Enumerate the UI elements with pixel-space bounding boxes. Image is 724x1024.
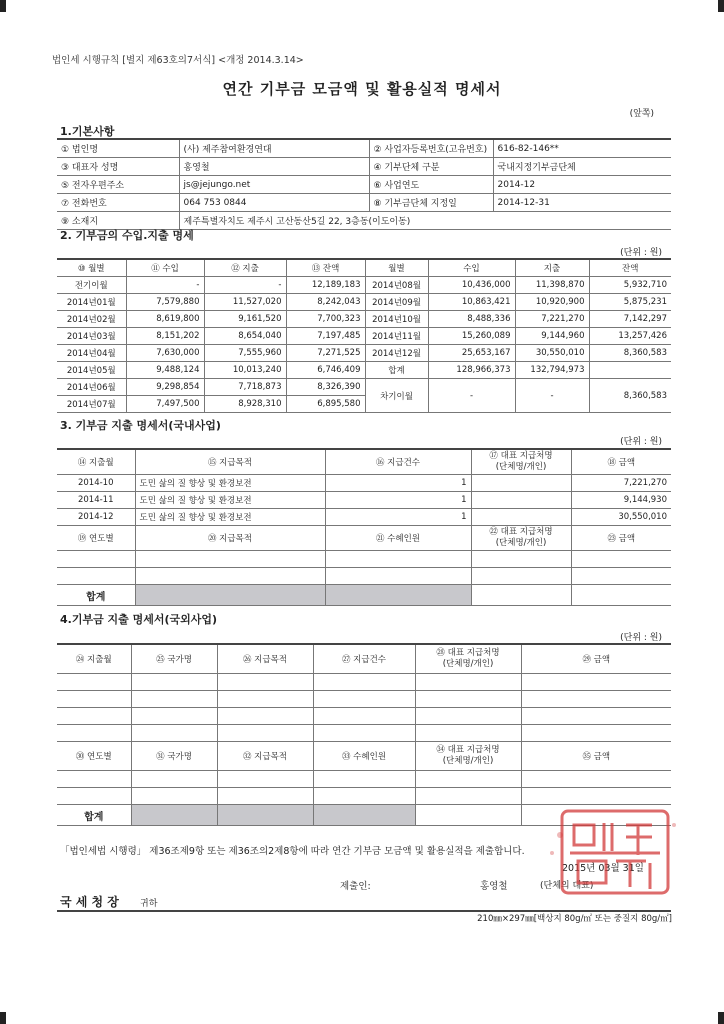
- empty-cell: [57, 771, 131, 788]
- column-header: ⑯ 지급건수: [325, 449, 471, 475]
- cell: 도민 삶의 질 향상 및 환경보전: [135, 492, 325, 509]
- table-row: [57, 362, 671, 379]
- empty-cell: [217, 725, 313, 742]
- field-value: 제주특별자치도 제주시 고산동산5길 22, 3층동(이도이동): [179, 212, 671, 230]
- column-header: ㉕ 국가명: [131, 644, 217, 674]
- table-row: [57, 492, 671, 509]
- column-header: ⑭ 지출월: [57, 449, 135, 475]
- cell: 6,895,580: [286, 396, 365, 413]
- cell: 7,221,270: [571, 475, 671, 492]
- field-label: ① 법인명: [57, 139, 179, 158]
- cell: 전기이월: [57, 277, 126, 294]
- table-row: [57, 328, 671, 345]
- empty-row: [57, 788, 671, 805]
- cell: 9,488,124: [126, 362, 204, 379]
- column-header: ㉙ 금액: [521, 644, 671, 674]
- column-header: ⑫ 지출: [204, 259, 286, 277]
- column-header-line: ㉘ 대표 지급처명: [436, 648, 500, 658]
- cell: 2014년12월: [365, 345, 428, 362]
- field-value: 616-82-146**: [493, 139, 671, 158]
- cell: 7,197,485: [286, 328, 365, 345]
- cell: 10,920,900: [515, 294, 589, 311]
- empty-row: [57, 708, 671, 725]
- basic-info-row: [57, 176, 671, 194]
- cell: 10,013,240: [204, 362, 286, 379]
- empty-cell: [415, 674, 521, 691]
- empty-row: [57, 691, 671, 708]
- field-label: ③ 대표자 성명: [57, 158, 179, 176]
- total-cell: [571, 585, 671, 606]
- cell: [471, 509, 571, 526]
- table-row: [57, 509, 671, 526]
- empty-cell: [313, 674, 415, 691]
- empty-cell: [135, 568, 325, 585]
- foreign-expense-table: [57, 643, 671, 826]
- cell: 5,932,710: [589, 277, 671, 294]
- field-label: ⑥ 사업연도: [369, 176, 493, 194]
- basic-info-table: [57, 138, 671, 230]
- cell: 5,875,231: [589, 294, 671, 311]
- column-header-line: (단체명/개인): [495, 462, 547, 472]
- cell: 2014년02월: [57, 311, 126, 328]
- empty-cell: [313, 708, 415, 725]
- cell: 2014-11: [57, 492, 135, 509]
- column-header-line: (단체명/개인): [442, 756, 494, 766]
- empty-cell: [571, 551, 671, 568]
- column-header: ㉗ 지급건수: [313, 644, 415, 674]
- cell: 2014년06월: [57, 379, 126, 396]
- empty-cell: [415, 725, 521, 742]
- empty-cell: [521, 725, 671, 742]
- column-header: ⑬ 잔액: [286, 259, 365, 277]
- field-value: 홍영철: [179, 158, 369, 176]
- empty-cell: [57, 788, 131, 805]
- cell: 2014-10: [57, 475, 135, 492]
- cell: 8,488,336: [428, 311, 515, 328]
- column-header: ⑲ 연도별: [57, 526, 135, 551]
- cell: -: [204, 277, 286, 294]
- cell: 2014년07월: [57, 396, 126, 413]
- cell: -: [428, 379, 515, 413]
- empty-row: [57, 674, 671, 691]
- table-row: [57, 475, 671, 492]
- column-header: [415, 742, 521, 771]
- cell: 1: [325, 492, 471, 509]
- empty-cell: [57, 674, 131, 691]
- column-header: ㉛ 국가명: [131, 742, 217, 771]
- empty-cell: [313, 788, 415, 805]
- column-header: 월별: [365, 259, 428, 277]
- empty-cell: [131, 771, 217, 788]
- basic-info-row: [57, 139, 671, 158]
- section3-unit: (단위 : 원): [620, 437, 662, 447]
- form-reference: 법인세 시행규칙 [별지 제63호의7서식] <개정 2014.3.14>: [52, 55, 304, 66]
- empty-cell: [57, 568, 135, 585]
- scan-mark: [718, 1012, 724, 1024]
- cell: 7,700,323: [286, 311, 365, 328]
- cell: 2014-12: [57, 509, 135, 526]
- empty-cell: [217, 691, 313, 708]
- table-header-row: [57, 449, 671, 475]
- empty-cell: [135, 551, 325, 568]
- field-value: 2014-12: [493, 176, 671, 194]
- submitter-role: (단체의 대표): [540, 881, 594, 891]
- column-header-line: (단체명/개인): [442, 659, 494, 669]
- empty-cell: [471, 568, 571, 585]
- field-value: 국내지정기부금단체: [493, 158, 671, 176]
- cell: 2014년01월: [57, 294, 126, 311]
- scan-mark: [718, 0, 724, 12]
- empty-cell: [131, 725, 217, 742]
- cell: 7,497,500: [126, 396, 204, 413]
- empty-cell: [131, 691, 217, 708]
- cell: 13,257,426: [589, 328, 671, 345]
- cell: -: [126, 277, 204, 294]
- cell: 7,718,873: [204, 379, 286, 396]
- column-header: 지출: [515, 259, 589, 277]
- cell: 25,653,167: [428, 345, 515, 362]
- cell: 7,555,960: [204, 345, 286, 362]
- submitter-name: 홍영철: [480, 881, 508, 892]
- submission-statement: 「법인세법 시행령」 제36조제9항 또는 제36조의2제8항에 따라 연간 기부금 모금액 및 활용실적을 제출합니다.: [60, 846, 525, 857]
- empty-cell: [131, 788, 217, 805]
- cell: 2014년04월: [57, 345, 126, 362]
- column-header: ⑱ 금액: [571, 449, 671, 475]
- section2-unit: (단위 : 원): [620, 248, 662, 258]
- table-row: [57, 277, 671, 294]
- column-header: 수입: [428, 259, 515, 277]
- cell: 차기이월: [365, 379, 428, 413]
- empty-cell: [521, 691, 671, 708]
- empty-cell: [571, 568, 671, 585]
- income-expense-table: [57, 258, 671, 413]
- paper-spec: 210㎜×297㎜[백상지 80g/㎡ 또는 중질지 80g/㎡]: [477, 914, 672, 924]
- empty-cell: [57, 691, 131, 708]
- empty-cell: [217, 708, 313, 725]
- empty-row: [57, 725, 671, 742]
- column-header: 잔액: [589, 259, 671, 277]
- basic-info-row: [57, 194, 671, 212]
- total-cell: [217, 805, 313, 826]
- cell: 12,189,183: [286, 277, 365, 294]
- field-label: ② 사업자등록번호(고유번호): [369, 139, 493, 158]
- column-header: ⑮ 지급목적: [135, 449, 325, 475]
- cell: 8,619,800: [126, 311, 204, 328]
- column-header: ⑪ 수입: [126, 259, 204, 277]
- cell: 7,630,000: [126, 345, 204, 362]
- empty-cell: [521, 771, 671, 788]
- section4-heading: 4.기부금 지출 명세서(국외사업): [60, 613, 218, 626]
- cell: 2014년08월: [365, 277, 428, 294]
- cell: 2014년03월: [57, 328, 126, 345]
- cell: 1: [325, 509, 471, 526]
- cell: 도민 삶의 질 향상 및 환경보전: [135, 509, 325, 526]
- empty-cell: [415, 788, 521, 805]
- cell: 2014년09월: [365, 294, 428, 311]
- empty-cell: [131, 674, 217, 691]
- recipient-suffix: 귀하: [140, 899, 158, 909]
- total-row: [57, 585, 671, 606]
- field-label: ④ 기부단체 구분: [369, 158, 493, 176]
- cell: 8,242,043: [286, 294, 365, 311]
- total-cell: [325, 585, 471, 606]
- total-label: 합계: [57, 585, 135, 606]
- cell: 2014년11월: [365, 328, 428, 345]
- recipient: 국 세 청 장: [60, 895, 119, 909]
- table-row: [57, 311, 671, 328]
- scan-mark: [0, 1012, 6, 1024]
- empty-cell: [313, 691, 415, 708]
- cell: 128,966,373: [428, 362, 515, 379]
- scan-mark: [0, 0, 6, 12]
- column-header: ⑩ 월별: [57, 259, 126, 277]
- column-header: ㉜ 지급목적: [217, 742, 313, 771]
- empty-cell: [471, 551, 571, 568]
- empty-cell: [131, 708, 217, 725]
- cell: 7,221,270: [515, 311, 589, 328]
- column-header: ㉖ 지급목적: [217, 644, 313, 674]
- empty-cell: [57, 551, 135, 568]
- empty-row: [57, 771, 671, 788]
- column-header-line: ㉞ 대표 지급처명: [436, 745, 500, 755]
- column-header: ㉟ 금액: [521, 742, 671, 771]
- cell: 2014년10월: [365, 311, 428, 328]
- field-value: 064 753 0844: [179, 194, 369, 212]
- cell: 8,151,202: [126, 328, 204, 345]
- empty-cell: [57, 708, 131, 725]
- submitter-label: 제출인:: [340, 881, 371, 892]
- cell: [471, 475, 571, 492]
- cell: 8,928,310: [204, 396, 286, 413]
- field-label: ⑨ 소재지: [57, 212, 179, 230]
- table-header-row: [57, 526, 671, 551]
- column-header-line: (단체명/개인): [495, 538, 547, 548]
- field-value: 2014-12-31: [493, 194, 671, 212]
- empty-cell: [57, 725, 131, 742]
- section2-heading: 2. 기부금의 수입.지출 명세: [60, 229, 194, 242]
- empty-cell: [415, 771, 521, 788]
- empty-cell: [217, 674, 313, 691]
- cell: 8,654,040: [204, 328, 286, 345]
- cell: 1: [325, 475, 471, 492]
- total-cell: [471, 585, 571, 606]
- field-label: ⑤ 전자우편주소: [57, 176, 179, 194]
- total-cell: [131, 805, 217, 826]
- section4-unit: (단위 : 원): [620, 633, 662, 643]
- table-header-row: [57, 259, 671, 277]
- field-label: ⑧ 기부금단체 지정일: [369, 194, 493, 212]
- empty-cell: [415, 708, 521, 725]
- table-header-row: [57, 742, 671, 771]
- cell: [471, 492, 571, 509]
- cell: 11,398,870: [515, 277, 589, 294]
- cell: 8,360,583: [589, 345, 671, 362]
- cell: 11,527,020: [204, 294, 286, 311]
- cell: 9,298,854: [126, 379, 204, 396]
- front-side-label: (앞쪽): [629, 109, 654, 119]
- total-cell: [313, 805, 415, 826]
- cell: 8,360,583: [589, 379, 671, 413]
- basic-info-row: [57, 158, 671, 176]
- empty-row: [57, 551, 671, 568]
- cell: -: [515, 379, 589, 413]
- total-label: 합계: [57, 805, 131, 826]
- empty-cell: [325, 551, 471, 568]
- cell: 10,863,421: [428, 294, 515, 311]
- empty-row: [57, 568, 671, 585]
- empty-cell: [217, 788, 313, 805]
- column-header: [471, 449, 571, 475]
- empty-cell: [521, 674, 671, 691]
- section3-heading: 3. 기부금 지출 명세서(국내사업): [60, 419, 221, 432]
- column-header-line: ㉒ 대표 지급처명: [489, 527, 553, 537]
- cell: 9,161,520: [204, 311, 286, 328]
- column-header-line: ⑰ 대표 지급처명: [489, 451, 553, 461]
- page-title: 연간 기부금 모금액 및 활용실적 명세서: [222, 80, 502, 98]
- cell: 7,579,880: [126, 294, 204, 311]
- cell: 15,260,089: [428, 328, 515, 345]
- cell: 8,326,390: [286, 379, 365, 396]
- cell: 7,271,525: [286, 345, 365, 362]
- column-header: ㉝ 수혜인원: [313, 742, 415, 771]
- cell: 9,144,930: [571, 492, 671, 509]
- empty-cell: [313, 771, 415, 788]
- section1-heading: 1.기본사항: [60, 125, 115, 138]
- column-header: ㉚ 연도별: [57, 742, 131, 771]
- cell: 10,436,000: [428, 277, 515, 294]
- column-header: ㉓ 금액: [571, 526, 671, 551]
- table-row: [57, 294, 671, 311]
- cell: [589, 362, 671, 379]
- column-header: ⑳ 지급목적: [135, 526, 325, 551]
- column-header: ㉑ 수혜인원: [325, 526, 471, 551]
- cell: 2014년05월: [57, 362, 126, 379]
- total-cell: [135, 585, 325, 606]
- table-row: [57, 379, 671, 396]
- cell: 합계: [365, 362, 428, 379]
- empty-cell: [415, 691, 521, 708]
- cell: 30,550,010: [571, 509, 671, 526]
- empty-cell: [325, 568, 471, 585]
- empty-cell: [521, 708, 671, 725]
- domestic-expense-table: [57, 448, 671, 606]
- field-value: (사) 제주참여환경연대: [179, 139, 369, 158]
- official-seal-stamp: [542, 805, 684, 900]
- column-header: [415, 644, 521, 674]
- cell: 6,746,409: [286, 362, 365, 379]
- empty-cell: [217, 771, 313, 788]
- column-header: ㉔ 지출월: [57, 644, 131, 674]
- cell: 도민 삶의 질 향상 및 환경보전: [135, 475, 325, 492]
- table-row: [57, 345, 671, 362]
- empty-cell: [521, 788, 671, 805]
- total-cell: [415, 805, 521, 826]
- column-header: [471, 526, 571, 551]
- cell: 7,142,297: [589, 311, 671, 328]
- field-label: ⑦ 전화번호: [57, 194, 179, 212]
- field-value: js@jejungo.net: [179, 176, 369, 194]
- cell: 30,550,010: [515, 345, 589, 362]
- table-header-row: [57, 644, 671, 674]
- submission-date: 2015년 03월 31일: [562, 863, 644, 874]
- empty-cell: [313, 725, 415, 742]
- cell: 9,144,960: [515, 328, 589, 345]
- cell: 132,794,973: [515, 362, 589, 379]
